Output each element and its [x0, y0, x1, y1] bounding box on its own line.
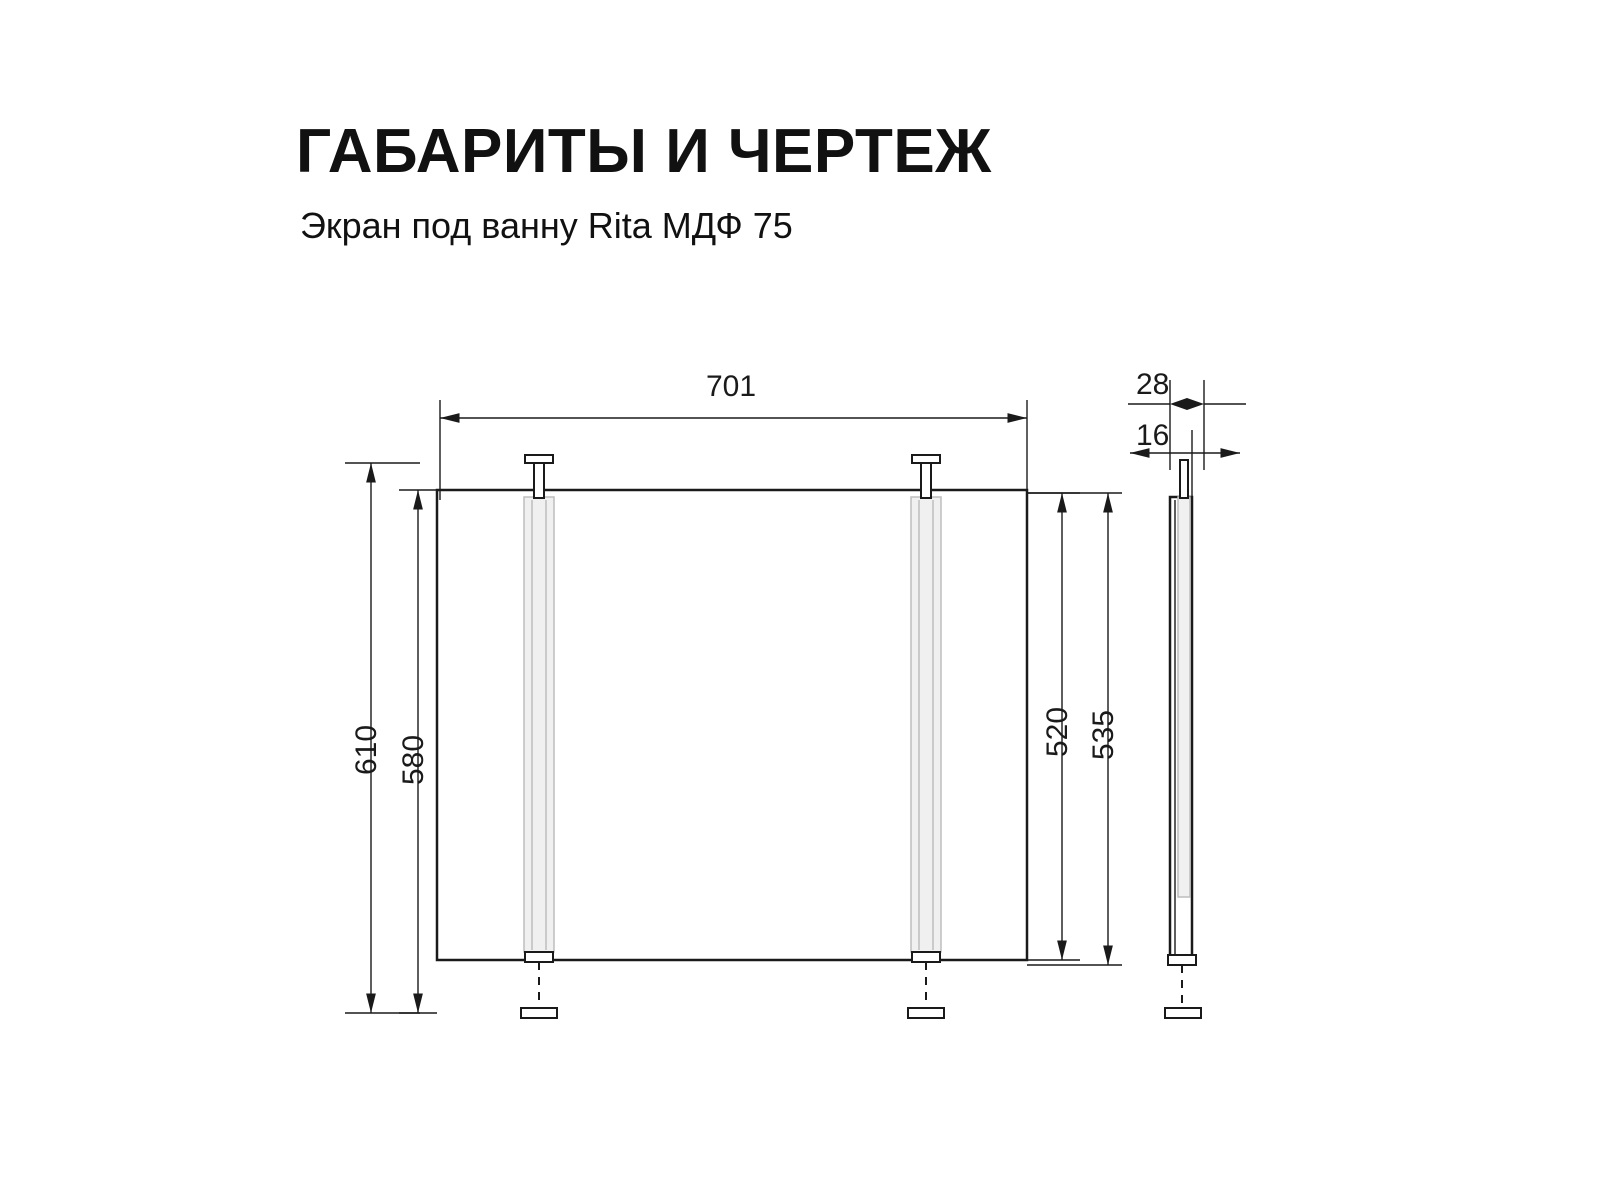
dimension-label-28: 28	[1136, 368, 1170, 401]
right-leg	[908, 455, 944, 1018]
page-subtitle: Экран под ванну Rita МДФ 75	[300, 205, 793, 246]
side-view-group	[1128, 380, 1246, 1018]
dimension-label-610: 610	[350, 724, 383, 775]
dimension-label-520: 520	[1041, 706, 1074, 757]
left-leg	[521, 455, 557, 1018]
dimension-label-580: 580	[397, 734, 430, 785]
front-view-group	[345, 400, 1122, 1018]
dimension-label-535: 535	[1087, 709, 1120, 760]
dimension-label-701: 701	[706, 370, 757, 403]
page-title: ГАБАРИТЫ И ЧЕРТЕЖ	[296, 117, 992, 186]
dimension-label-16: 16	[1136, 419, 1170, 452]
dimension-width-701	[440, 400, 1027, 500]
